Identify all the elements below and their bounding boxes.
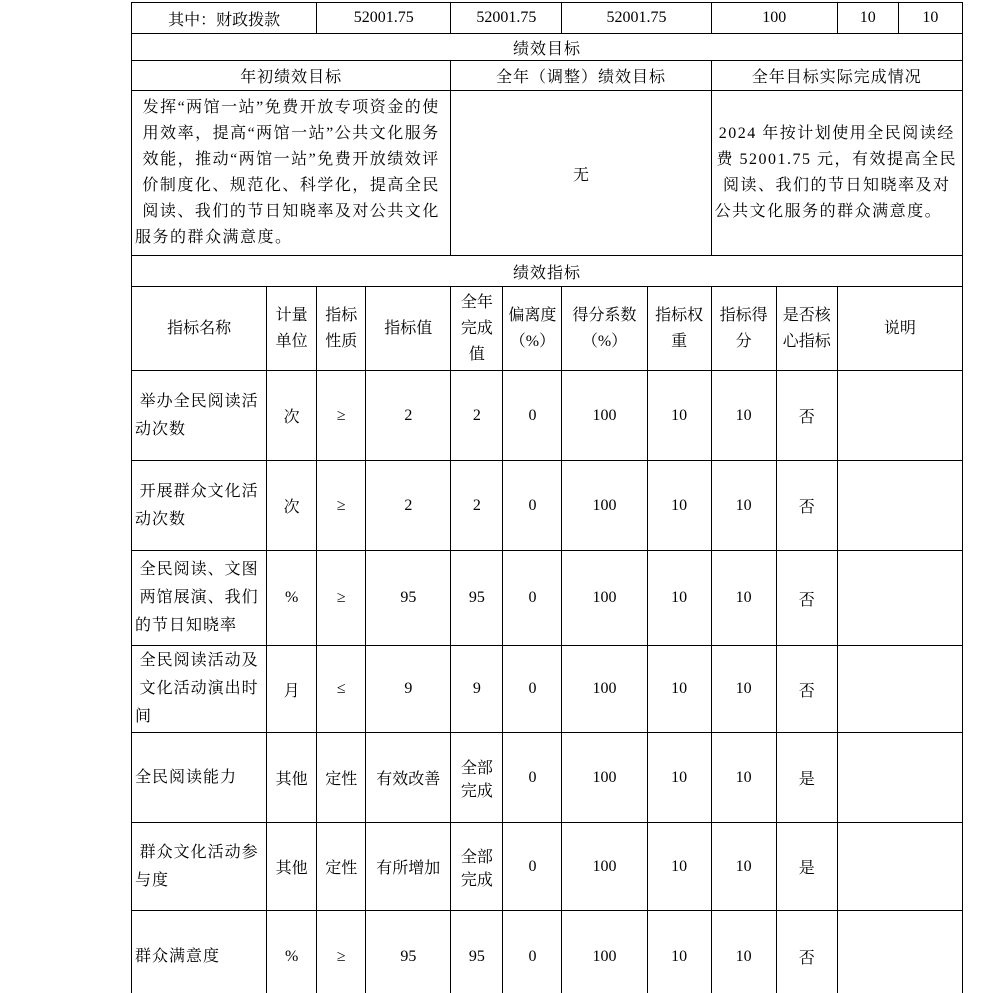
adjusted-goal-text: 无 <box>451 91 711 256</box>
indicator-name-cell: 举办全民阅读活动次数 <box>132 371 267 461</box>
indicator-value-cell: 100 <box>562 646 647 733</box>
indicator-value-cell: 2 <box>366 371 451 461</box>
indicator-value-cell: % <box>267 911 317 993</box>
goals-column-header-actual: 全年目标实际完成情况 <box>711 61 962 91</box>
indicator-rows-body <box>132 371 963 993</box>
indicator-name-cell: 全民阅读、文图两馆展演、我们的节日知晓率 <box>132 551 267 646</box>
indicator-value-cell: 其他 <box>267 733 317 823</box>
goals-section-title: 绩效目标 <box>132 34 963 61</box>
indicator-row <box>132 823 963 911</box>
indicator-row <box>132 371 963 461</box>
indicator-value-cell: 否 <box>776 646 837 733</box>
indicator-value-cell: ≥ <box>317 551 366 646</box>
indicator-value-cell: 否 <box>776 551 837 646</box>
indicator-note-cell <box>837 911 962 993</box>
indicator-value-cell: 否 <box>776 911 837 993</box>
goals-content-row <box>132 91 963 256</box>
indicator-value-cell: 100 <box>562 461 647 551</box>
indicator-header-note: 说明 <box>837 287 962 371</box>
indicator-value-cell: 10 <box>647 911 711 993</box>
goals-column-header-adjusted: 全年（调整）绩效目标 <box>451 61 711 91</box>
indicator-value-cell: 10 <box>647 551 711 646</box>
indicator-row <box>132 733 963 823</box>
indicator-header-name: 指标名称 <box>132 287 267 371</box>
indicator-value-cell: 月 <box>267 646 317 733</box>
indicators-banner-row <box>132 256 963 287</box>
indicator-value-cell: 次 <box>267 371 317 461</box>
indicator-row <box>132 551 963 646</box>
indicator-header-deviation: 偏离度（%） <box>503 287 562 371</box>
indicator-value-cell: 10 <box>647 371 711 461</box>
indicator-header-unit: 计量单位 <box>267 287 317 371</box>
indicator-value-cell: 其他 <box>267 823 317 911</box>
funding-value-cell: 52001.75 <box>562 3 711 34</box>
indicator-value-cell: 有所增加 <box>366 823 451 911</box>
initial-goal-text: 发挥“两馆一站”免费开放专项资金的使用效率，提高“两馆一站”公共文化服务效能，推动“两馆一站”免费开放绩效评价制度化、规范化、科学化，提高全民阅读、我们的节日知晓率及对公共文化服务的群众满意度。 <box>132 91 451 256</box>
performance-report-table <box>131 2 963 993</box>
indicator-value-cell: 否 <box>776 371 837 461</box>
indicator-value-cell: 10 <box>711 823 776 911</box>
indicator-row <box>132 461 963 551</box>
funding-label-cell: 其中：财政拨款 <box>132 3 317 34</box>
funding-row <box>132 3 963 34</box>
indicator-value-cell: 是 <box>776 733 837 823</box>
indicator-value-cell: 10 <box>711 911 776 993</box>
indicator-value-cell: 全部完成 <box>451 733 503 823</box>
indicator-name-cell: 群众文化活动参与度 <box>132 823 267 911</box>
indicator-value-cell: 定性 <box>317 823 366 911</box>
indicator-value-cell: 9 <box>366 646 451 733</box>
indicator-value-cell: 10 <box>711 371 776 461</box>
indicator-value-cell: 0 <box>503 371 562 461</box>
indicator-value-cell: 100 <box>562 371 647 461</box>
indicator-note-cell <box>837 551 962 646</box>
indicator-value-cell: 否 <box>776 461 837 551</box>
funding-value-cell: 10 <box>837 3 898 34</box>
indicator-value-cell: 95 <box>451 911 503 993</box>
indicator-value-cell: 10 <box>647 646 711 733</box>
indicator-value-cell: 10 <box>711 551 776 646</box>
funding-value-cell: 10 <box>898 3 962 34</box>
indicator-value-cell: ≤ <box>317 646 366 733</box>
actual-completion-text: 2024 年按计划使用全民阅读经费 52001.75 元，有效提高全民阅读、我们的节日知晓率及对公共文化服务的群众满意度。 <box>711 91 962 256</box>
indicator-row <box>132 646 963 733</box>
indicator-value-cell: 有效改善 <box>366 733 451 823</box>
goals-banner-row <box>132 34 963 61</box>
indicator-value-cell: 10 <box>647 823 711 911</box>
indicator-value-cell: 10 <box>711 461 776 551</box>
indicator-value-cell: 10 <box>711 733 776 823</box>
indicator-value-cell: 2 <box>451 371 503 461</box>
indicator-value-cell: 10 <box>647 461 711 551</box>
indicator-note-cell <box>837 646 962 733</box>
indicator-name-cell: 全民阅读活动及文化活动演出时间 <box>132 646 267 733</box>
indicator-value-cell: 95 <box>366 551 451 646</box>
indicator-header-score: 指标得分 <box>711 287 776 371</box>
indicator-row <box>132 911 963 993</box>
static-rows-body <box>132 3 963 371</box>
indicator-value-cell: ≥ <box>317 911 366 993</box>
indicators-header-row <box>132 287 963 371</box>
indicator-value-cell: 0 <box>503 911 562 993</box>
indicator-value-cell: 0 <box>503 733 562 823</box>
indicator-value-cell: 100 <box>562 911 647 993</box>
indicator-header-score-coeff: 得分系数（%） <box>562 287 647 371</box>
indicator-value-cell: ≥ <box>317 371 366 461</box>
funding-value-cell: 100 <box>711 3 837 34</box>
indicator-value-cell: 0 <box>503 551 562 646</box>
indicator-value-cell: % <box>267 551 317 646</box>
funding-value-cell: 52001.75 <box>451 3 562 34</box>
indicator-header-weight: 指标权重 <box>647 287 711 371</box>
indicator-value-cell: 9 <box>451 646 503 733</box>
indicator-note-cell <box>837 733 962 823</box>
indicator-value-cell: 95 <box>366 911 451 993</box>
indicator-name-cell: 开展群众文化活动次数 <box>132 461 267 551</box>
indicator-value-cell: 10 <box>647 733 711 823</box>
funding-value-cell: 52001.75 <box>317 3 451 34</box>
indicator-name-cell: 全民阅读能力 <box>132 733 267 823</box>
indicator-value-cell: 95 <box>451 551 503 646</box>
indicator-note-cell <box>837 823 962 911</box>
indicators-section-title: 绩效指标 <box>132 256 963 287</box>
indicator-value-cell: 0 <box>503 646 562 733</box>
goals-column-header-initial: 年初绩效目标 <box>132 61 451 91</box>
indicator-value-cell: 0 <box>503 823 562 911</box>
indicator-value-cell: 10 <box>711 646 776 733</box>
goals-header-row <box>132 61 963 91</box>
indicator-value-cell: 全部完成 <box>451 823 503 911</box>
indicator-value-cell: 次 <box>267 461 317 551</box>
indicator-value-cell: 100 <box>562 551 647 646</box>
indicator-header-target: 指标值 <box>366 287 451 371</box>
indicator-header-completed: 全年完成值 <box>451 287 503 371</box>
indicator-value-cell: 100 <box>562 733 647 823</box>
indicator-value-cell: 定性 <box>317 733 366 823</box>
indicator-value-cell: 0 <box>503 461 562 551</box>
indicator-value-cell: ≥ <box>317 461 366 551</box>
indicator-value-cell: 2 <box>451 461 503 551</box>
indicator-value-cell: 2 <box>366 461 451 551</box>
indicator-header-core: 是否核心指标 <box>776 287 837 371</box>
indicator-header-nature: 指标性质 <box>317 287 366 371</box>
indicator-note-cell <box>837 461 962 551</box>
indicator-value-cell: 100 <box>562 823 647 911</box>
indicator-note-cell <box>837 371 962 461</box>
indicator-name-cell: 群众满意度 <box>132 911 267 993</box>
indicator-value-cell: 是 <box>776 823 837 911</box>
